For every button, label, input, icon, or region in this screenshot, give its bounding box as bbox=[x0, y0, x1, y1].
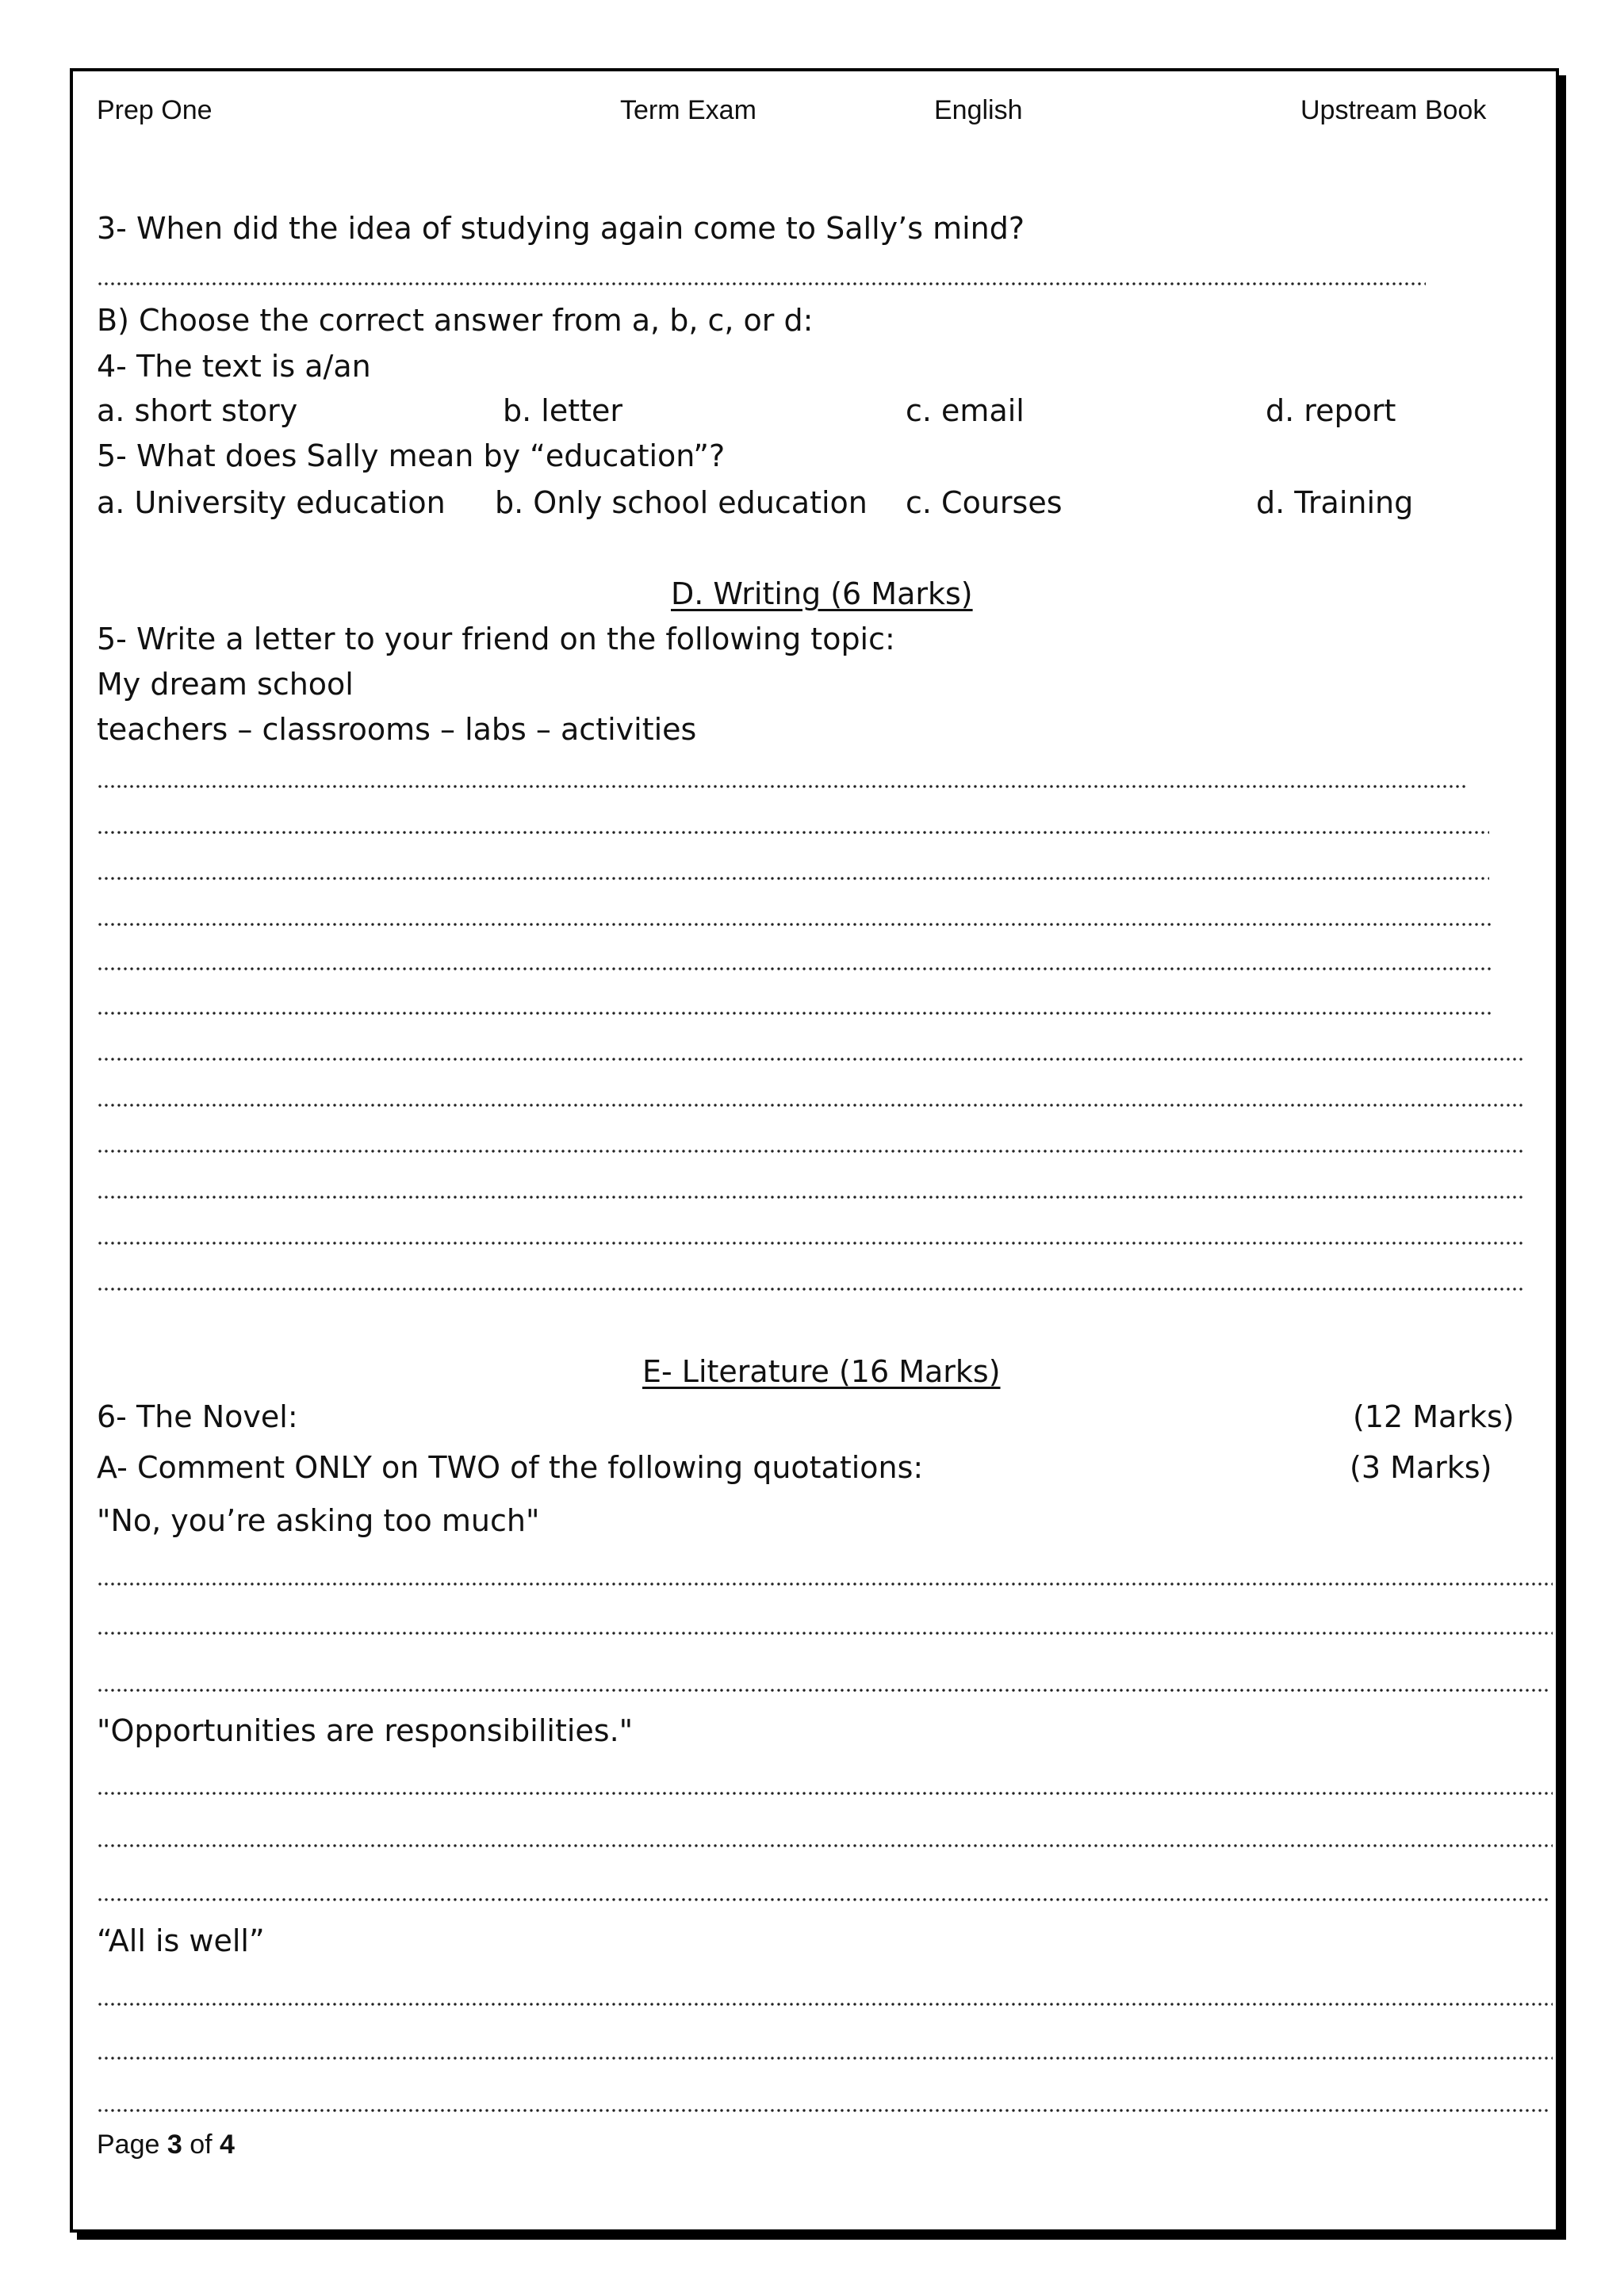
writing-topic: My dream school bbox=[97, 667, 354, 702]
writing-heading: D. Writing (6 Marks) bbox=[671, 576, 973, 611]
quotation-3: “All is well” bbox=[97, 1923, 265, 1958]
answer-line[interactable] bbox=[97, 2057, 1553, 2060]
writing-line[interactable] bbox=[97, 1104, 1524, 1107]
answer-line[interactable] bbox=[97, 2003, 1553, 2006]
quotation-2: "Opportunities are responsibilities." bbox=[97, 1713, 634, 1748]
writing-line[interactable] bbox=[97, 923, 1492, 926]
page-number: Page 3 of 4 bbox=[97, 2130, 235, 2160]
q5-option-d[interactable]: d. Training bbox=[1256, 485, 1414, 520]
writing-line[interactable] bbox=[97, 1288, 1524, 1291]
writing-prompt: 5- Write a letter to your friend on the following topic: bbox=[97, 622, 895, 656]
novel-marks: (12 Marks) bbox=[1353, 1399, 1515, 1434]
q4-option-b[interactable]: b. letter bbox=[503, 393, 623, 428]
header-level: Prep One bbox=[97, 95, 213, 125]
quotation-1: "No, you’re asking too much" bbox=[97, 1503, 540, 1538]
writing-line[interactable] bbox=[97, 877, 1489, 880]
writing-line[interactable] bbox=[97, 967, 1492, 970]
writing-line[interactable] bbox=[97, 1242, 1524, 1245]
header-subject: English bbox=[934, 95, 1023, 125]
q5-option-b[interactable]: b. Only school education bbox=[495, 485, 868, 520]
answer-line[interactable] bbox=[97, 2109, 1548, 2112]
quotations-marks: (3 Marks) bbox=[1350, 1450, 1492, 1485]
question-5: 5- What does Sally mean by “education”? bbox=[97, 438, 726, 473]
writing-line[interactable] bbox=[97, 1196, 1524, 1199]
writing-line[interactable] bbox=[97, 1058, 1524, 1061]
answer-line[interactable] bbox=[97, 1689, 1548, 1692]
novel-question: 6- The Novel: bbox=[97, 1399, 298, 1434]
writing-line[interactable] bbox=[97, 1012, 1492, 1015]
q5-option-a[interactable]: a. University education bbox=[97, 485, 446, 520]
header-exam: Term Exam bbox=[620, 95, 756, 125]
section-b-instruction: B) Choose the correct answer from a, b, c, or d: bbox=[97, 303, 814, 338]
question-4: 4- The text is a/an bbox=[97, 349, 371, 384]
q4-option-c[interactable]: c. email bbox=[906, 393, 1025, 428]
answer-line[interactable] bbox=[97, 1792, 1553, 1795]
q4-option-a[interactable]: a. short story bbox=[97, 393, 298, 428]
writing-line[interactable] bbox=[97, 1150, 1524, 1153]
question-3: 3- When did the idea of studying again come to Sally’s mind? bbox=[97, 211, 1025, 246]
answer-line[interactable] bbox=[97, 1898, 1548, 1901]
quotations-instruction: A- Comment ONLY on TWO of the following quotations: bbox=[97, 1450, 924, 1485]
writing-line[interactable] bbox=[97, 831, 1489, 834]
literature-heading: E- Literature (16 Marks) bbox=[642, 1354, 1001, 1389]
q4-option-d[interactable]: d. report bbox=[1266, 393, 1396, 428]
answer-line[interactable] bbox=[97, 1582, 1553, 1586]
answer-line[interactable] bbox=[97, 282, 1426, 285]
answer-line[interactable] bbox=[97, 1632, 1553, 1635]
writing-hints: teachers – classrooms – labs – activities bbox=[97, 712, 697, 747]
writing-line[interactable] bbox=[97, 785, 1469, 788]
q5-option-c[interactable]: c. Courses bbox=[906, 485, 1063, 520]
answer-line[interactable] bbox=[97, 1844, 1553, 1847]
header-book: Upstream Book bbox=[1300, 95, 1487, 125]
